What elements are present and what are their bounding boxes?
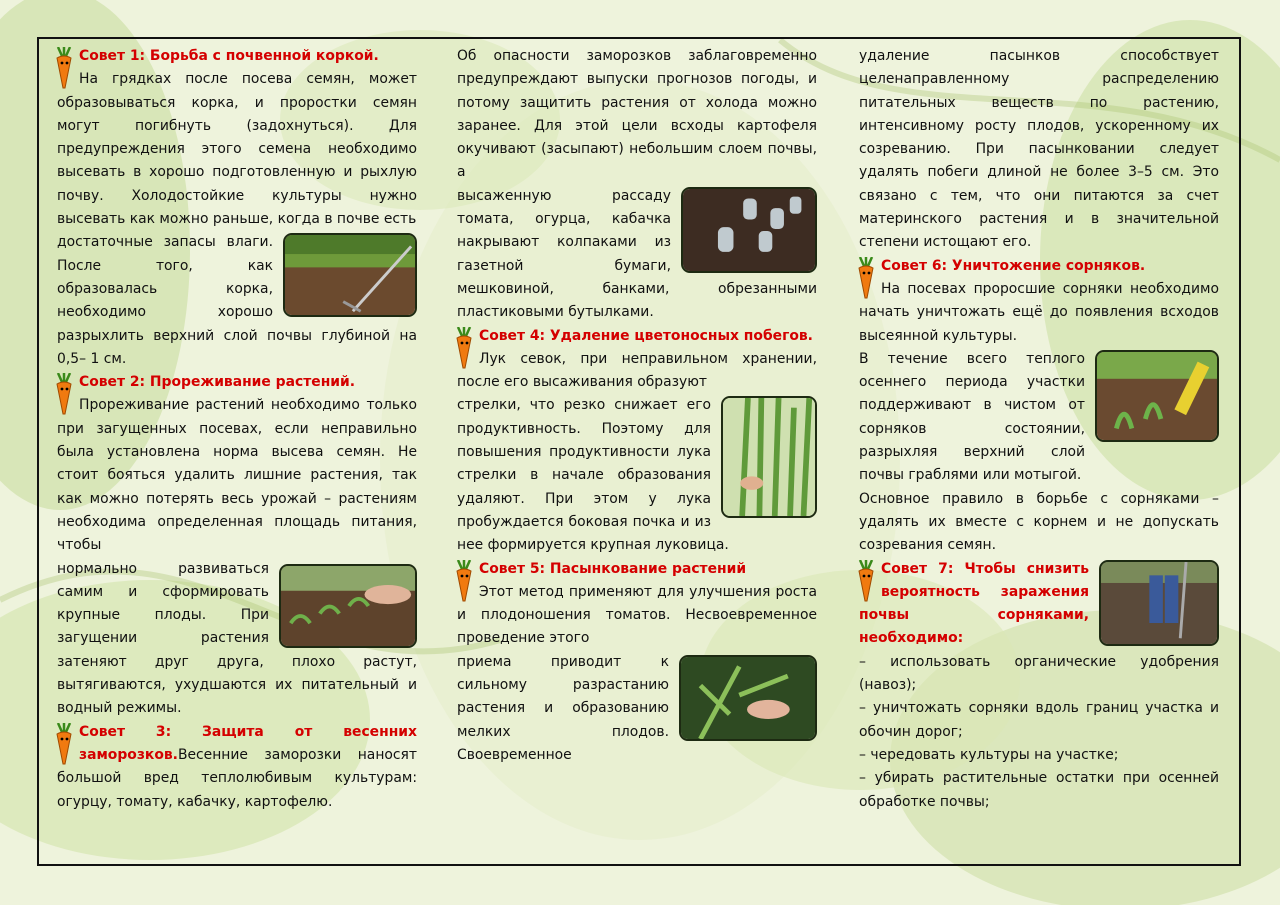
tip-7-item-3: – чередовать культуры на участке; [859, 746, 1119, 763]
tip-3-text: Весенние заморозки наносят большой вред теплолюбивым культурам: огурцу, томату, кабачку, картофелю. [57, 746, 417, 810]
tip-6-text-b: В течение всего теплого осеннего периода участки поддерживают в чистом от сорняков состоянии, разрыхляя верхний слой почвы граблями или мотыгой. [859, 350, 1085, 484]
tip-1-text-a: На грядках после посева семян, может образовываться корка, и проростки семян могут погибнуть (задохнуться). Для предупреждения этого семена необходимо высевать в хорошо подготовленную и рыхлую почву. Холодостойкие культуры нужно высевать как можно раньше, когда в почве есть [57, 71, 417, 228]
tip-2-heading: Совет 2: Прореживание растений. [79, 374, 356, 391]
tip-4-text-b: стрелки, что резко снижает его продуктивность. Поэтому для повышения продуктивности лука стрелки в начале образования удаляют. При этом у лука пробуждается боковая почка и из нее формируется крупная луковица. [457, 397, 729, 554]
tip-6-text-c: Основное правило в борьбе с сорняками – удалять их вместе с корнем и не допускать созревания семян. [859, 490, 1219, 554]
photo-thinning-seedlings [279, 564, 417, 648]
photo-onion-stalks [721, 396, 817, 518]
tip-2-text-b: нормально развиваться самим и сформировать крупные плоды. При загущении растения затеняют друг друга, плохо растут, вытягиваются, ухудшаются их питательный и водный режимы. [57, 560, 417, 717]
photo-tomato-pruning [679, 655, 817, 741]
tip-7-item-1: – использовать органические удобрения (навоз); [859, 653, 1219, 694]
carrot-icon [453, 560, 475, 602]
tip-1-text-b: достаточные запасы влаги. После того, как образовалась корка, необходимо хорошо разрыхлить верхний слой почвы глубиной на 0,5– 1 см. [57, 234, 417, 367]
tip-5-text-a: Этот метод применяют для улучшения роста и плодоношения томатов. Несвоевременное проведение этого [457, 583, 817, 647]
tip-7-item-4: – убирать растительные остатки при осенней обработке почвы; [859, 770, 1219, 810]
tip-7-item-2: – уничтожать сорняки вдоль границ участка и обочин дорог; [859, 700, 1219, 740]
carrot-icon [855, 560, 877, 602]
tip-4-text-a: Лук севок, при неправильном хранении, после его высаживания образуют [457, 350, 817, 391]
photo-rake-soil [283, 233, 417, 317]
tip-4-heading: Совет 4: Удаление цветоносных побегов. [479, 327, 813, 344]
frost-text-b: высаженную рассаду томата, огурца, кабачка накрывают колпаками из газетной бумаги, мешковиной, банками, обрезанными пластиковыми бутылками. [457, 187, 817, 321]
photo-hoeing [1099, 560, 1219, 646]
tip-7-heading: Совет 7: Чтобы снизить вероятность заражения почвы сорняками, необходимо: [859, 560, 1089, 647]
column-3 [859, 45, 1219, 814]
brochure-frame [37, 37, 1241, 866]
carrot-icon [53, 723, 75, 765]
pruning-text: удаление пасынков способствует целенаправленному распределению питательных веществ по растению, интенсивному росту плодов, ускоренному их созреванию. При пасынковании следует удалять побеги длиной не более 3–5 см. Это связано с тем, что они питаются за счет материнского растения и в значительной степени истощают его. [859, 48, 1219, 251]
tip-5-text-b: приема приводит к сильному разрастанию растения и образованию мелких плодов. Своевременное [457, 653, 669, 763]
carrot-icon [53, 47, 75, 89]
column-1 [57, 45, 417, 814]
tip-2-text-a: Прореживание растений необходимо только при загущенных посевах, если неправильно была установлена норма высева семян. Не стоит бояться удалить лишние растения, так как можно потерять весь урожай – растениям необходима определенная площадь питания, чтобы [57, 397, 417, 554]
tip-5-heading: Совет 5: Пасынкование растений [479, 560, 747, 577]
photo-bottle-covers [681, 187, 817, 273]
tip-6-text-a: На посевах проросшие сорняки необходимо начать уничтожать ещё до появления всходов высеянной культуры. [859, 280, 1219, 344]
carrot-icon [453, 327, 475, 369]
carrot-icon [855, 257, 877, 299]
column-2 [457, 45, 817, 767]
tip-6-heading: Совет 6: Уничтожение сорняков. [881, 257, 1146, 274]
tip-3-heading: Совет 3: Защита от весенних заморозков. [79, 723, 417, 763]
photo-weeding [1095, 350, 1219, 442]
tip-1-heading: Совет 1: Борьба с почвенной коркой. [79, 48, 379, 64]
frost-text-a: Об опасности заморозков заблаговременно предупреждают выпуски прогнозов погоды, и потому защитить растения от холода можно заранее. Для этой цели всходы картофеля окучивают (засыпают) небольшим слоем почвы, а [457, 48, 817, 181]
carrot-icon [53, 373, 75, 415]
